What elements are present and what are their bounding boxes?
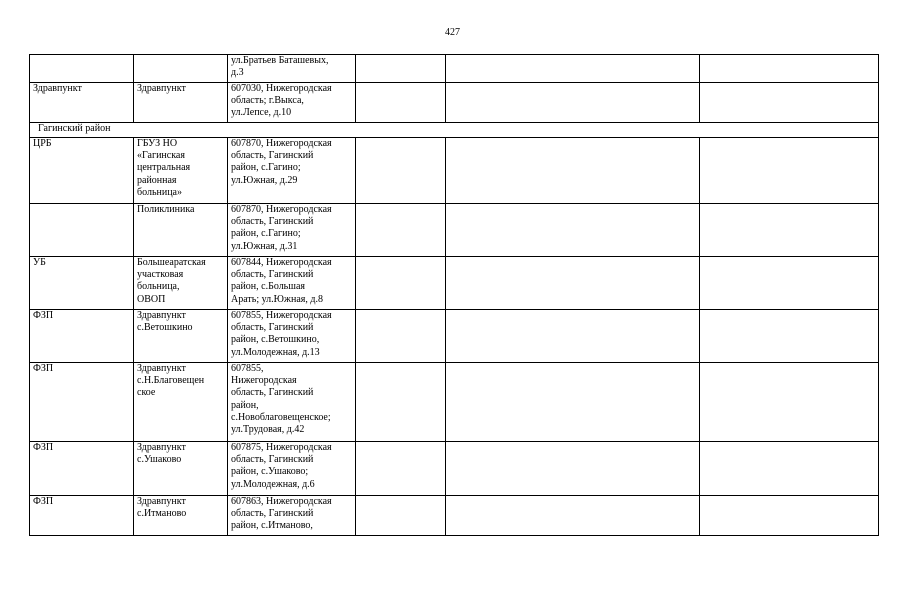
empty-cell <box>700 310 879 363</box>
empty-cell <box>446 496 700 536</box>
empty-cell <box>446 83 700 123</box>
facility-name-cell: Здравпункт с.Итманово <box>134 496 228 536</box>
facility-address-cell: 607855, Нижегородская область, Гагинский район, с.Ветошкино, ул.Молодежная, д.13 <box>228 310 356 363</box>
empty-cell <box>700 496 879 536</box>
facility-address-cell: 607030, Нижегородская область; г.Выкса, ул.Лепсе, д.10 <box>228 83 356 123</box>
empty-cell <box>356 496 446 536</box>
page-number: 427 <box>445 27 460 38</box>
table-row <box>30 363 879 442</box>
empty-cell <box>700 257 879 310</box>
table-row <box>30 83 879 123</box>
empty-cell <box>356 83 446 123</box>
facility-type-cell <box>30 204 134 257</box>
empty-cell <box>356 442 446 496</box>
facility-name-cell: Здравпункт с.Ушаково <box>134 442 228 496</box>
facility-address-cell: 607870, Нижегородская область, Гагинский район, с.Гагино; ул.Южная, д.31 <box>228 204 356 257</box>
facility-address-cell: 607855, Нижегородская область, Гагинский район, с.Новоблаговещенское; ул.Трудовая, д.42 <box>228 363 356 442</box>
empty-cell <box>356 204 446 257</box>
empty-cell <box>446 442 700 496</box>
facility-name-cell: Поликлиника <box>134 204 228 257</box>
table-row <box>30 204 879 257</box>
table-row <box>30 496 879 536</box>
empty-cell <box>446 55 700 83</box>
facility-type-cell: ФЗП <box>30 496 134 536</box>
facilities-table <box>29 54 879 536</box>
facility-name-cell: Здравпункт с.Н.Благовещен ское <box>134 363 228 442</box>
empty-cell <box>700 204 879 257</box>
district-heading: Гагинский район <box>30 123 879 138</box>
table-row <box>30 310 879 363</box>
facility-address-cell: 607875, Нижегородская область, Гагинский район, с.Ушаково; ул.Молодежная, д.6 <box>228 442 356 496</box>
empty-cell <box>700 55 879 83</box>
facility-name-cell: Здравпункт с.Ветошкино <box>134 310 228 363</box>
empty-cell <box>446 138 700 204</box>
facility-name-cell: Здравпункт <box>134 83 228 123</box>
empty-cell <box>356 257 446 310</box>
facility-name-cell: ГБУЗ НО «Гагинская центральная районная больница» <box>134 138 228 204</box>
empty-cell <box>700 442 879 496</box>
table-row <box>30 138 879 204</box>
empty-cell <box>446 363 700 442</box>
facility-address-cell: ул.Братьев Баташевых, д.3 <box>228 55 356 83</box>
empty-cell <box>356 138 446 204</box>
facility-address-cell: 607870, Нижегородская область, Гагинский район, с.Гагино; ул.Южная, д.29 <box>228 138 356 204</box>
facility-type-cell: ФЗП <box>30 442 134 496</box>
facility-name-cell: Большеаратская участковая больница, ОВОП <box>134 257 228 310</box>
empty-cell <box>356 55 446 83</box>
empty-cell <box>446 257 700 310</box>
empty-cell <box>356 310 446 363</box>
empty-cell <box>356 363 446 442</box>
facility-type-cell: Здравпункт <box>30 83 134 123</box>
empty-cell <box>446 204 700 257</box>
facility-name-cell <box>134 55 228 83</box>
empty-cell <box>700 138 879 204</box>
facility-address-cell: 607844, Нижегородская область, Гагинский район, с.Большая Арать; ул.Южная, д.8 <box>228 257 356 310</box>
table-row <box>30 442 879 496</box>
section-row <box>30 123 879 138</box>
empty-cell <box>700 363 879 442</box>
empty-cell <box>446 310 700 363</box>
facility-type-cell: ФЗП <box>30 310 134 363</box>
facility-type-cell: ЦРБ <box>30 138 134 204</box>
facility-type-cell: УБ <box>30 257 134 310</box>
table-row <box>30 55 879 83</box>
facility-type-cell <box>30 55 134 83</box>
facility-address-cell: 607863, Нижегородская область, Гагинский район, с.Итманово, <box>228 496 356 536</box>
table-row <box>30 257 879 310</box>
empty-cell <box>700 83 879 123</box>
facility-type-cell: ФЗП <box>30 363 134 442</box>
